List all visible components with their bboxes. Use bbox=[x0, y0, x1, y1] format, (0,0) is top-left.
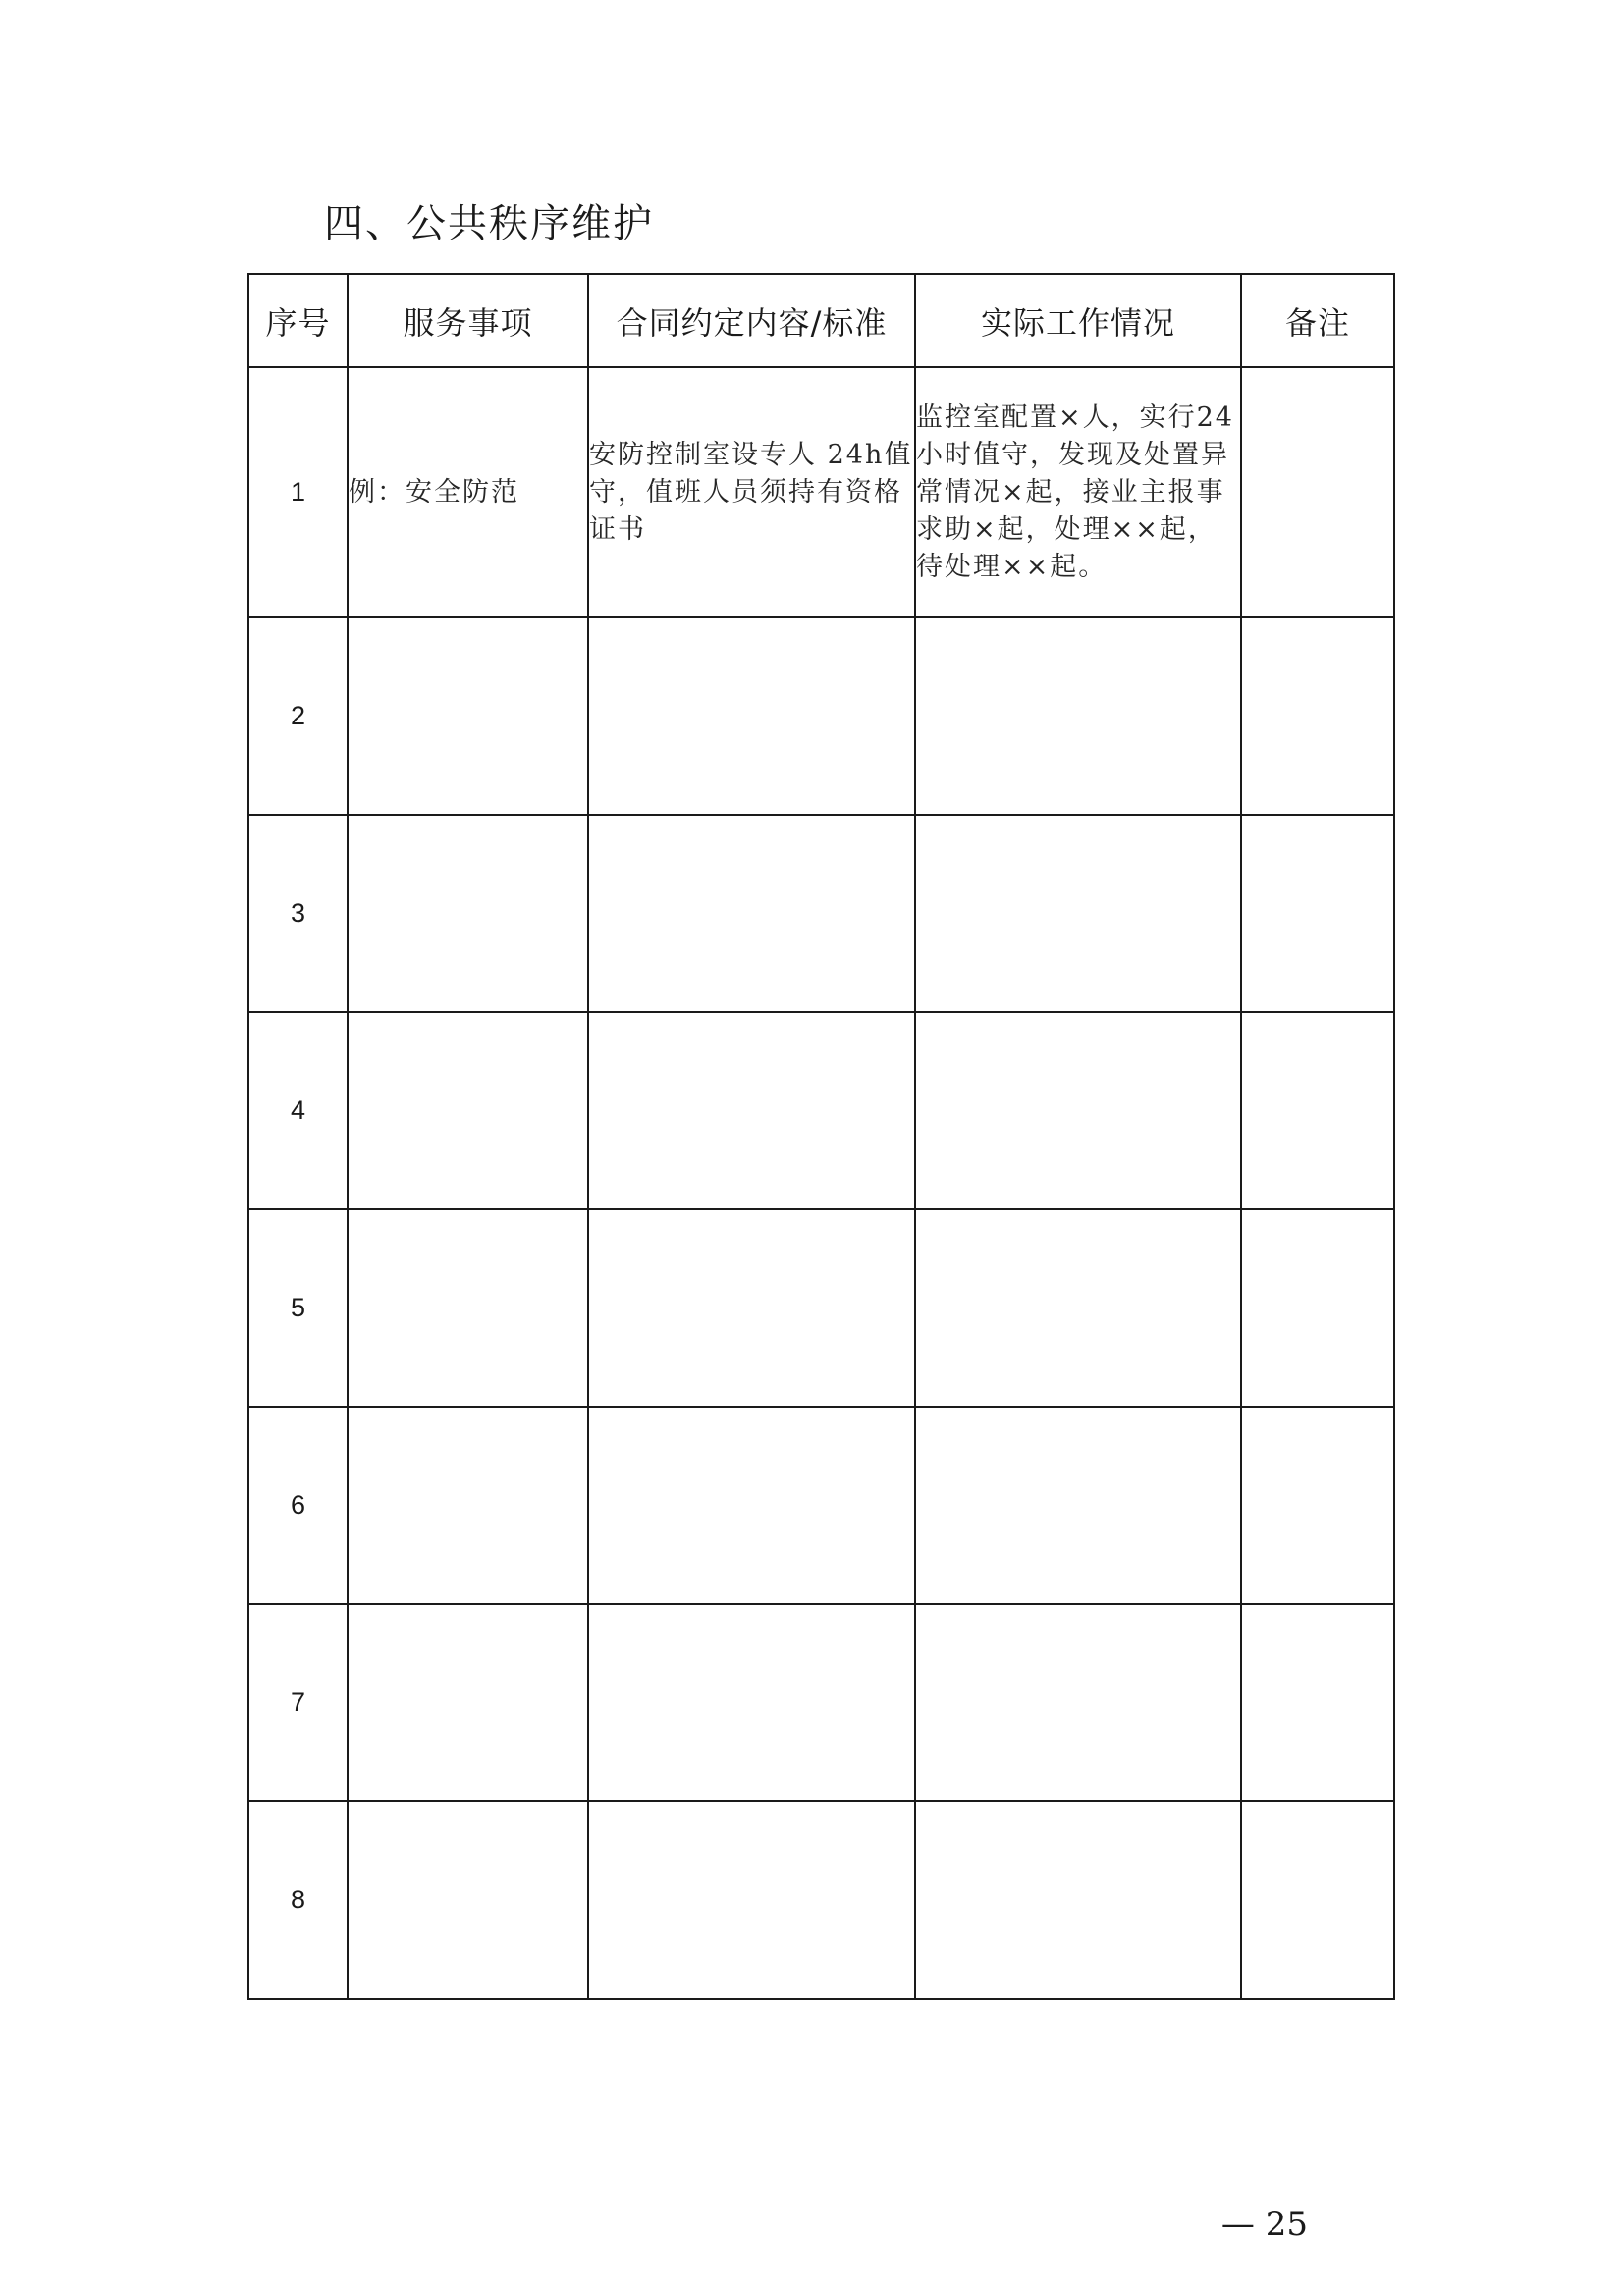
header-actual-work: 实际工作情况 bbox=[915, 274, 1241, 367]
service-item-cell bbox=[348, 1012, 588, 1209]
table-row bbox=[248, 617, 1394, 815]
header-contract-standard: 合同约定内容/标准 bbox=[588, 274, 915, 367]
contract-standard-cell bbox=[588, 1801, 915, 1999]
service-item-cell bbox=[348, 1801, 588, 1999]
row-index: 7 bbox=[248, 1604, 348, 1801]
row-index: 6 bbox=[248, 1407, 348, 1604]
row-index: 5 bbox=[248, 1209, 348, 1407]
page-number: — 25 bbox=[1220, 2205, 1308, 2244]
row-index: 2 bbox=[248, 617, 348, 815]
table-row bbox=[248, 1801, 1394, 1999]
table-row bbox=[248, 815, 1394, 1012]
row-index: 8 bbox=[248, 1801, 348, 1999]
table-row bbox=[248, 1012, 1394, 1209]
contract-standard-cell bbox=[588, 815, 915, 1012]
remarks-cell bbox=[1241, 1209, 1394, 1407]
actual-work-cell bbox=[915, 1801, 1241, 1999]
service-item-cell bbox=[348, 815, 588, 1012]
header-remarks: 备注 bbox=[1241, 274, 1394, 367]
service-record-table bbox=[247, 273, 1395, 2000]
table-row bbox=[248, 1209, 1394, 1407]
table-row bbox=[248, 367, 1394, 617]
actual-work-cell bbox=[915, 1012, 1241, 1209]
row-index: 4 bbox=[248, 1012, 348, 1209]
contract-standard-cell bbox=[588, 1012, 915, 1209]
row-index: 3 bbox=[248, 815, 348, 1012]
header-index: 序号 bbox=[248, 274, 348, 367]
actual-work-cell bbox=[915, 815, 1241, 1012]
remarks-cell bbox=[1241, 1012, 1394, 1209]
remarks-cell bbox=[1241, 815, 1394, 1012]
row-index: 1 bbox=[248, 367, 348, 617]
section-title: 四、公共秩序维护 bbox=[324, 201, 654, 246]
actual-work-cell bbox=[915, 1407, 1241, 1604]
contract-standard-cell bbox=[588, 1407, 915, 1604]
table-header-row bbox=[248, 274, 1394, 367]
actual-work-cell: 监控室配置×人，实行24小时值守，发现及处置异常情况×起，接业主报事求助×起，处理××起，待处理××起。 bbox=[915, 367, 1241, 617]
contract-standard-cell bbox=[588, 617, 915, 815]
table-row bbox=[248, 1407, 1394, 1604]
table-row bbox=[248, 1604, 1394, 1801]
service-item-cell: 例：安全防范 bbox=[348, 367, 588, 617]
actual-work-cell bbox=[915, 1209, 1241, 1407]
service-item-cell bbox=[348, 1407, 588, 1604]
remarks-cell bbox=[1241, 617, 1394, 815]
actual-work-cell bbox=[915, 617, 1241, 815]
service-item-cell bbox=[348, 1209, 588, 1407]
remarks-cell bbox=[1241, 1604, 1394, 1801]
remarks-cell bbox=[1241, 367, 1394, 617]
remarks-cell bbox=[1241, 1407, 1394, 1604]
service-item-cell bbox=[348, 1604, 588, 1801]
actual-work-cell bbox=[915, 1604, 1241, 1801]
contract-standard-cell bbox=[588, 1209, 915, 1407]
contract-standard-cell: 安防控制室设专人 24h值守，值班人员须持有资格证书 bbox=[588, 367, 915, 617]
service-item-cell bbox=[348, 617, 588, 815]
header-service-item: 服务事项 bbox=[348, 274, 588, 367]
remarks-cell bbox=[1241, 1801, 1394, 1999]
contract-standard-cell bbox=[588, 1604, 915, 1801]
